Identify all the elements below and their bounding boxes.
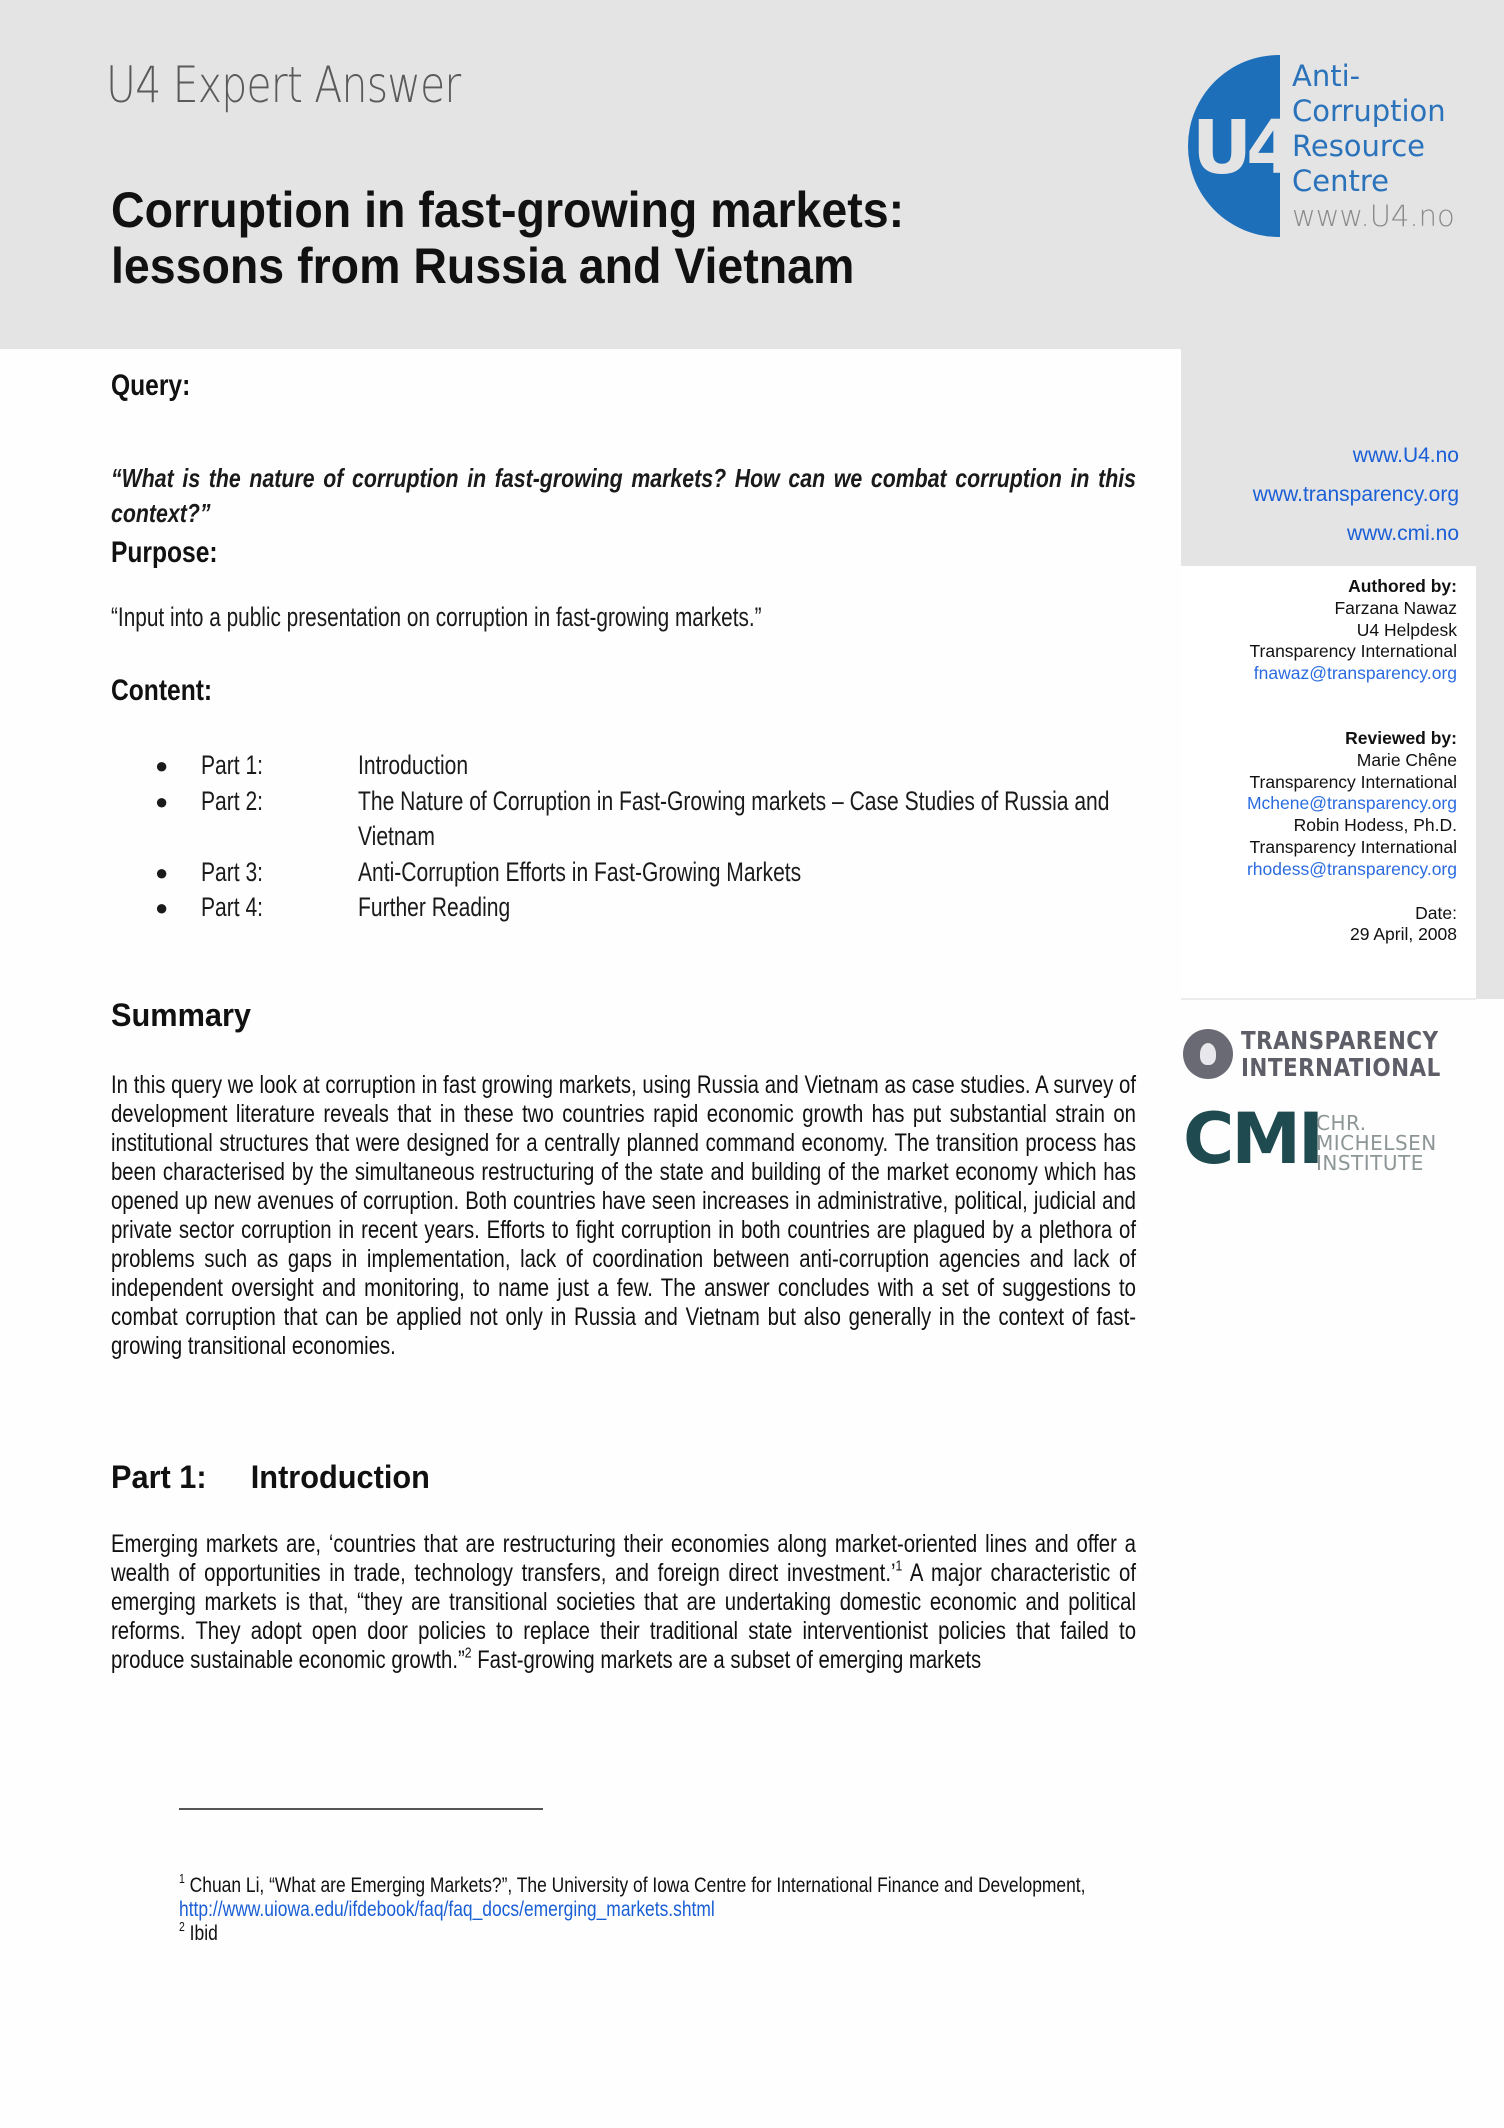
- ti-logo-line: INTERNATIONAL: [1241, 1053, 1441, 1082]
- u4-logo: [1188, 55, 1455, 241]
- u4-logo-line: Corruption: [1292, 94, 1446, 128]
- part1-number: Part 1:: [111, 1459, 207, 1495]
- link-transparency[interactable]: www.transparency.org: [1252, 483, 1459, 506]
- content-list: [111, 748, 1211, 926]
- content-heading: Content:: [111, 674, 213, 707]
- content-item: [111, 855, 1211, 891]
- introduction-text: [111, 1530, 1136, 1675]
- content-part: Part 2:: [201, 785, 264, 816]
- transparency-international-logo: [1183, 1027, 1453, 1087]
- bullet-icon: ●: [155, 859, 169, 885]
- content-title: Anti-Corruption Efforts in Fast-Growing Markets: [358, 856, 802, 887]
- cmi-logo: [1183, 1098, 1463, 1180]
- reviewer-org: Transparency International: [1249, 771, 1457, 792]
- credits-box: [1181, 566, 1476, 1000]
- author-org: Transparency International: [1249, 641, 1457, 662]
- cmi-logo-line: MICHELSEN: [1316, 1131, 1437, 1155]
- part1-heading: [111, 1459, 430, 1496]
- link-u4[interactable]: www.U4.no: [1352, 444, 1459, 467]
- reviewer-name: Marie Chêne: [1356, 749, 1457, 770]
- footnote: [179, 1922, 1217, 1946]
- bullet-icon: ●: [155, 788, 169, 814]
- author-unit: U4 Helpdesk: [1356, 619, 1457, 640]
- footnote-text: Ibid: [184, 1922, 218, 1945]
- query-text: “What is the nature of corruption in fast-growing markets? How can we combat corruption in this context?”: [111, 463, 1136, 528]
- footnote-text: Chuan Li, “What are Emerging Markets?”, The University of Iowa Centre for International Finance and Development,: [184, 1874, 1086, 1897]
- ti-logo-line: TRANSPARENCY: [1241, 1026, 1439, 1055]
- summary-text: In this query we look at corruption in fast growing markets, using Russia and Vietnam as case studies. A survey of development literature reveals that in these two countries rapid economic growth has put substantial strain on institutional structures that were designed for a centrally planned command economy. The transition process has been characterised by the simultaneous restructuring of the state and building of the market economy which has opened up new avenues of corruption. Both countries have seen increases in administrative, political, judicial and private sector corruption in recent years. Efforts to fight corruption in both countries are plagued by a plethora of problems such as gaps in implementation, lack of coordination between anti-corruption agencies and lack of independent oversight and monitoring, to name just a few. The answer concludes with a set of suggestions to combat corruption that can be applied not only in Russia and Vietnam but also generally in the context of fast-growing transitional economies.: [111, 1072, 1136, 1360]
- content-item: [111, 890, 1211, 926]
- part1-title: Introduction: [250, 1459, 430, 1495]
- title-line-1: Corruption in fast-growing markets:: [111, 182, 905, 238]
- footnote: [179, 1874, 1217, 1922]
- document-title: [111, 182, 904, 294]
- query-heading: Query:: [111, 369, 191, 402]
- content-part: Part 4:: [201, 892, 264, 922]
- content-title: Further Reading: [358, 892, 511, 922]
- u4-logo-line: Anti-: [1292, 59, 1361, 93]
- date-label: Date:: [1415, 902, 1457, 923]
- series-title: U4 Expert Answer: [106, 56, 461, 114]
- content-title: Introduction: [358, 750, 469, 780]
- content-part: Part 3:: [201, 856, 264, 887]
- content-part: Part 1:: [201, 750, 264, 780]
- intro-text-segment: Fast-growing markets are a subset of emerging markets: [471, 1647, 982, 1674]
- content-item: [111, 784, 1211, 855]
- cmi-logo-line: CHR.: [1316, 1111, 1367, 1135]
- header-band: [0, 0, 1504, 349]
- u4-mark: U4: [1192, 105, 1292, 191]
- content-item: [111, 748, 1211, 784]
- author-email[interactable]: fnawaz@transparency.org: [1253, 663, 1457, 684]
- footnote-ref[interactable]: 2: [464, 1645, 472, 1662]
- u4-logo-text: [1292, 59, 1455, 234]
- title-line-2: lessons from Russia and Vietnam: [111, 238, 855, 294]
- footnote-number: 1: [179, 1872, 185, 1887]
- cmi-logo-line: INSTITUTE: [1316, 1151, 1424, 1175]
- footnote-number: 2: [179, 1920, 185, 1935]
- cmi-mark: CMI: [1183, 1098, 1322, 1180]
- u4-logo-web: www.U4.no: [1292, 199, 1455, 233]
- footnote-divider: [179, 1808, 543, 1810]
- footnote-ref[interactable]: 1: [895, 1558, 903, 1575]
- footnotes: [179, 1874, 1217, 1946]
- ti-globe-icon: [1183, 1029, 1233, 1079]
- u4-logo-line: Resource: [1292, 129, 1425, 163]
- site-links: [1181, 436, 1459, 553]
- purpose-heading: Purpose:: [111, 536, 218, 569]
- intro-text-segment: Emerging markets are, ‘countries that are restructuring their economies along market-oriented lines and offer a wealth of opportunities in trade, technology transfers, and foreign direct investment.’: [111, 1531, 1136, 1587]
- reviewed-by-label: Reviewed by:: [1345, 727, 1457, 748]
- purpose-text: “Input into a public presentation on corruption in fast-growing markets.”: [111, 602, 762, 632]
- bullet-icon: ●: [155, 753, 169, 778]
- reviewer-name: Robin Hodess, Ph.D.: [1293, 815, 1457, 836]
- reviewer-email[interactable]: rhodess@transparency.org: [1246, 858, 1457, 879]
- link-cmi[interactable]: www.cmi.no: [1346, 522, 1459, 545]
- intro-text-segment: A major characteristic of emerging markets is that, “they are transitional societies that are undertaking domestic economic and political reforms. They adopt open door policies to replace their traditional state interventionist policies that failed to produce sustainable economic growth.”: [111, 1560, 1136, 1674]
- summary-heading: Summary: [111, 997, 252, 1033]
- date-value: 29 April, 2008: [1349, 924, 1457, 945]
- bullet-icon: ●: [155, 895, 169, 920]
- authored-by-label: Authored by:: [1348, 576, 1457, 596]
- u4-disc-icon: [1188, 55, 1292, 237]
- reviewer-org: Transparency International: [1249, 836, 1457, 857]
- footnote-link[interactable]: http://www.uiowa.edu/ifdebook/faq/faq_docs/emerging_markets.shtml: [179, 1898, 715, 1921]
- author-name: Farzana Nawaz: [1334, 597, 1457, 618]
- content-title: The Nature of Corruption in Fast-Growing markets – Case Studies of Russia and Vietnam: [358, 785, 1110, 851]
- u4-logo-line: Centre: [1292, 164, 1389, 198]
- reviewer-email[interactable]: Mchene@transparency.org: [1246, 793, 1457, 814]
